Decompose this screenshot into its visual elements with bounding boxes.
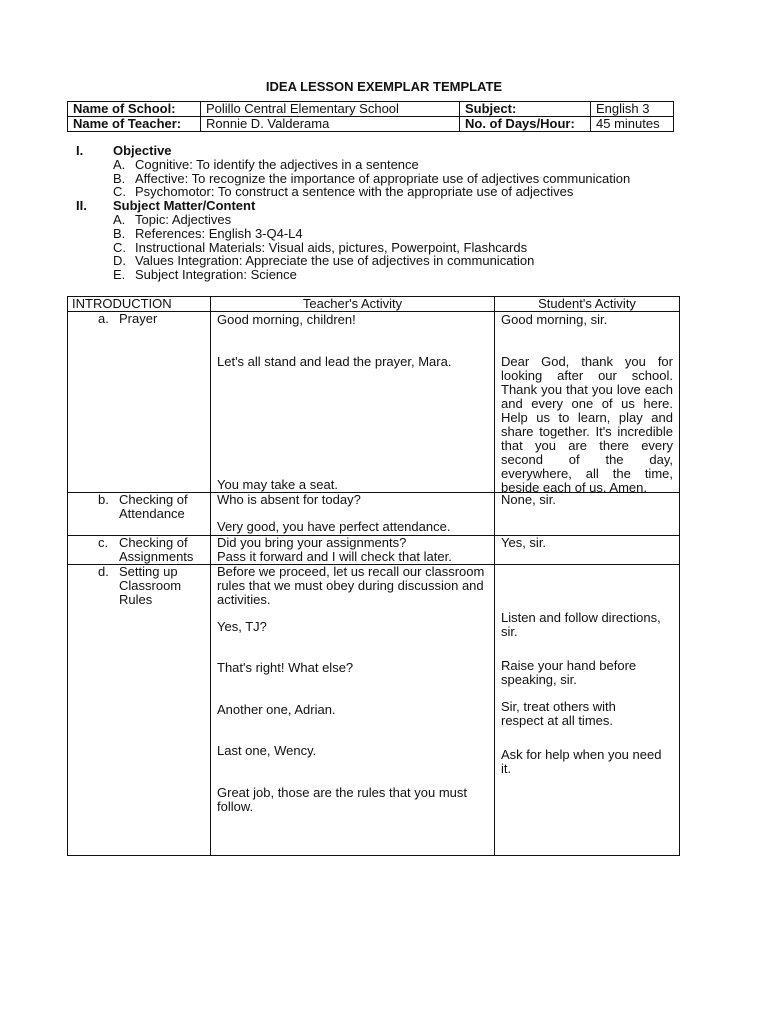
teacher-line: Before we proceed, let us recall our classroom rules that we must obey during discussion and activities. bbox=[217, 564, 485, 607]
item-text: Psychomotor: To construct a sentence with the appropriate use of adjectives bbox=[135, 184, 574, 200]
item-text: Instructional Materials: Visual aids, pictures, Powerpoint, Flashcards bbox=[135, 239, 528, 255]
teacher-line: You may take a seat. bbox=[217, 477, 338, 492]
teacher-line: Yes, TJ? bbox=[217, 619, 267, 634]
item-letter: C. bbox=[113, 239, 126, 255]
list-item bbox=[76, 185, 696, 199]
header-student-activity: Student's Activity bbox=[495, 297, 680, 312]
list-item bbox=[76, 227, 696, 241]
subject-value: English 3 bbox=[591, 102, 674, 117]
section-subject-matter bbox=[76, 199, 696, 213]
student-prayer-text: Dear God, thank you for looking after our school. Thank you that you love each and every one of us here. Help us to learn, play and share together. It's incredible that you are there every second of the day, everywhere, all the time, beside each of us. Amen. bbox=[501, 354, 673, 495]
table-row bbox=[68, 312, 680, 493]
item-letter: B. bbox=[113, 225, 126, 241]
student-line: Yes, sir. bbox=[501, 535, 547, 550]
row-letter: c. bbox=[98, 535, 109, 550]
student-line: Listen and follow directions, sir. bbox=[501, 610, 661, 639]
row-label-cell bbox=[68, 565, 211, 856]
teacher-line: That's right! What else? bbox=[217, 660, 354, 675]
teacher-line: Another one, Adrian. bbox=[217, 702, 336, 717]
teacher-cell bbox=[211, 565, 495, 856]
section-heading: Subject Matter/Content bbox=[113, 198, 256, 214]
item-letter: A. bbox=[113, 156, 126, 172]
row-label-text: Checking of Assignments bbox=[119, 535, 194, 564]
list-item bbox=[76, 241, 696, 255]
subject-label: Subject: bbox=[460, 102, 591, 117]
teacher-line: Very good, you have perfect attendance. bbox=[217, 519, 451, 534]
school-info-table bbox=[67, 101, 674, 132]
list-item bbox=[76, 254, 696, 268]
document-title: IDEA LESSON EXEMPLAR TEMPLATE bbox=[265, 79, 503, 94]
item-text: Values Integration: Appreciate the use of adjectives in communication bbox=[135, 253, 535, 269]
teacher-line: Who is absent for today? bbox=[217, 492, 361, 507]
student-cell bbox=[495, 536, 680, 565]
list-item bbox=[76, 158, 696, 172]
student-line: Good morning, sir. bbox=[501, 312, 608, 327]
list-item bbox=[76, 268, 696, 282]
teacher-value: Ronnie D. Valderama bbox=[201, 117, 460, 132]
teacher-line: Last one, Wency. bbox=[217, 743, 317, 758]
student-cell bbox=[495, 493, 680, 536]
teacher-line: Did you bring your assignments? bbox=[217, 535, 407, 550]
days-label: No. of Days/Hour: bbox=[460, 117, 591, 132]
student-line: Raise your hand before speaking, sir. bbox=[501, 658, 637, 687]
teacher-cell bbox=[211, 493, 495, 536]
teacher-line: Great job, those are the rules that you must follow. bbox=[217, 785, 468, 814]
student-cell bbox=[495, 565, 680, 856]
table-row bbox=[68, 565, 680, 856]
teacher-line: Let's all stand and lead the prayer, Mara. bbox=[217, 354, 452, 369]
list-item bbox=[76, 213, 696, 227]
teacher-cell bbox=[211, 312, 495, 493]
header-teacher-activity: Teacher's Activity bbox=[211, 297, 495, 312]
item-text: References: English 3-Q4-L4 bbox=[135, 225, 303, 241]
table-header-row bbox=[68, 297, 680, 312]
student-line: Sir, treat others with respect at all times. bbox=[501, 699, 616, 728]
days-value: 45 minutes bbox=[591, 117, 674, 132]
row-label-text: Prayer bbox=[119, 311, 158, 326]
school-label: Name of School: bbox=[68, 102, 201, 117]
header-introduction: INTRODUCTION bbox=[68, 297, 211, 312]
row-label-cell bbox=[68, 312, 211, 493]
teacher-label: Name of Teacher: bbox=[68, 117, 201, 132]
row-label-cell bbox=[68, 493, 211, 536]
item-letter: D. bbox=[113, 253, 126, 269]
item-text: Subject Integration: Science bbox=[135, 267, 297, 283]
item-letter: A. bbox=[113, 211, 126, 227]
lesson-outline bbox=[76, 144, 696, 282]
item-text: Cognitive: To identify the adjectives in a sentence bbox=[135, 156, 419, 172]
item-letter: C. bbox=[113, 184, 126, 200]
school-value: Polillo Central Elementary School bbox=[201, 102, 460, 117]
item-text: Topic: Adjectives bbox=[135, 211, 232, 227]
row-label-cell bbox=[68, 536, 211, 565]
teacher-cell bbox=[211, 536, 495, 565]
table-row bbox=[68, 493, 680, 536]
section-objective bbox=[76, 144, 696, 158]
row-label-text: Checking of Attendance bbox=[119, 492, 188, 521]
table-row bbox=[68, 536, 680, 565]
student-cell bbox=[495, 312, 680, 493]
teacher-line: Pass it forward and I will check that later. bbox=[217, 549, 452, 564]
row-letter: b. bbox=[98, 492, 109, 507]
row-letter: a. bbox=[98, 311, 109, 326]
teacher-line: Good morning, children! bbox=[217, 312, 356, 327]
item-text: Affective: To recognize the importance of appropriate use of adjectives communication bbox=[135, 170, 631, 186]
row-label-text: Setting up Classroom Rules bbox=[119, 564, 182, 607]
item-letter: B. bbox=[113, 170, 126, 186]
section-number: I. bbox=[76, 143, 84, 158]
list-item bbox=[76, 172, 696, 186]
lesson-activities-table bbox=[67, 296, 680, 856]
student-line: None, sir. bbox=[501, 492, 556, 507]
item-letter: E. bbox=[113, 267, 126, 283]
section-number: II. bbox=[76, 198, 87, 214]
section-heading: Objective bbox=[113, 143, 172, 158]
student-line: Ask for help when you need it. bbox=[501, 747, 662, 776]
row-letter: d. bbox=[98, 564, 109, 579]
